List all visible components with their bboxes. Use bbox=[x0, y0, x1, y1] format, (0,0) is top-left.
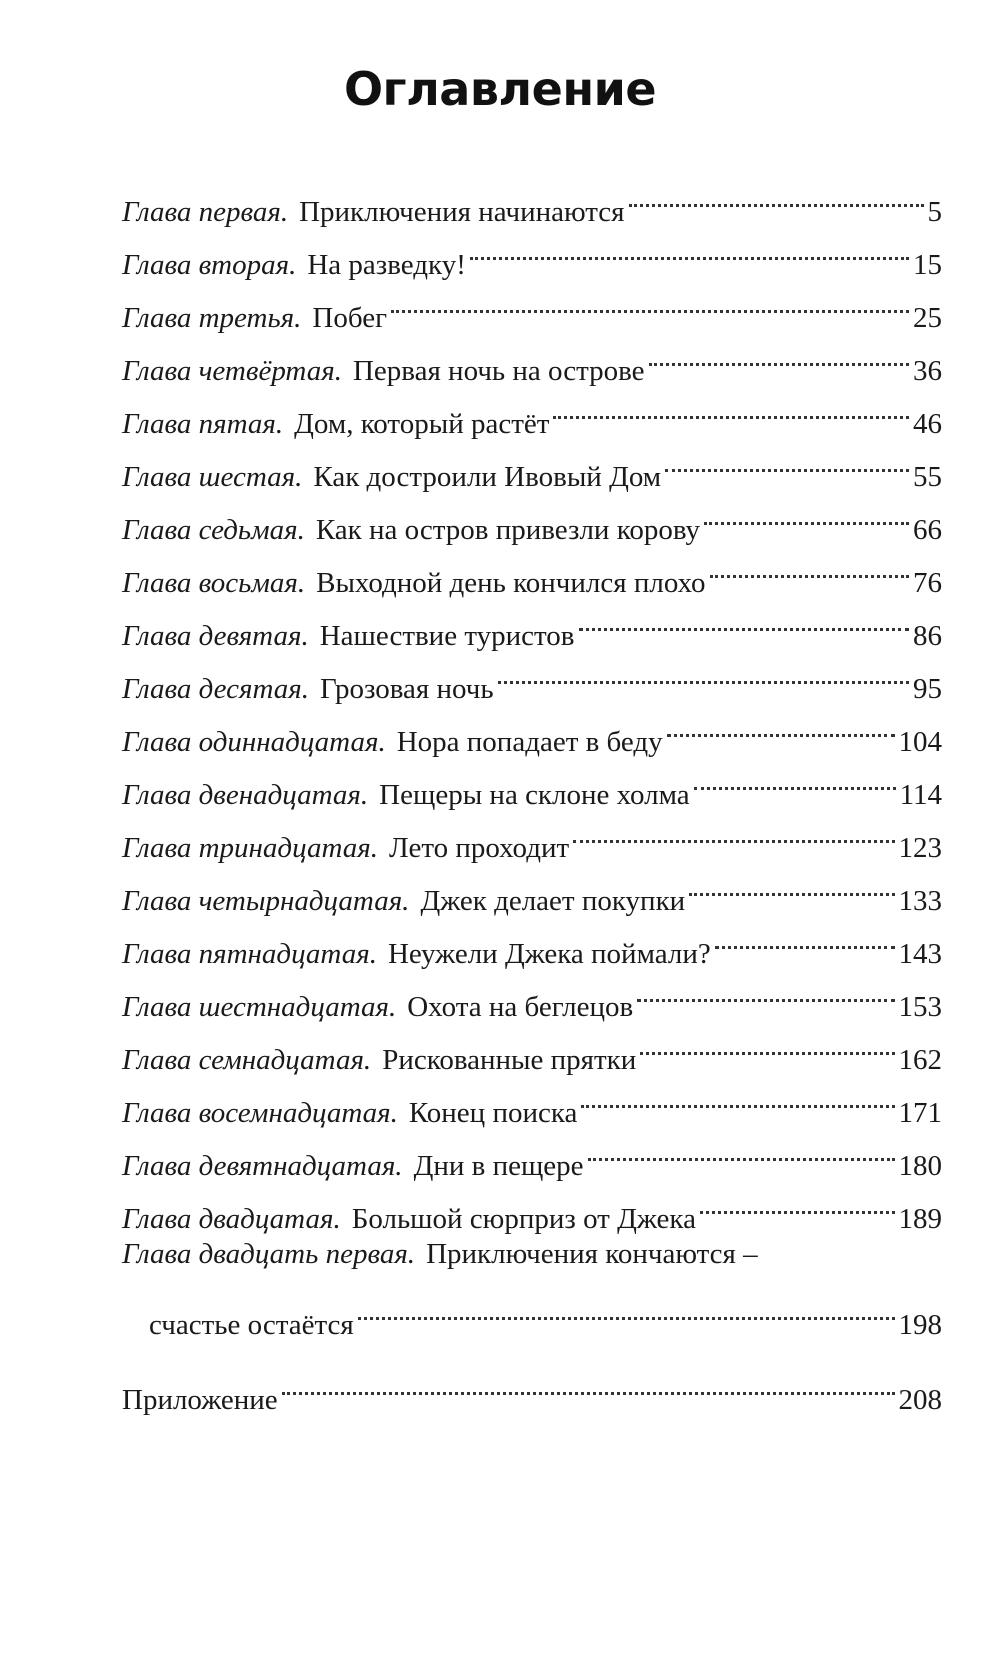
dot-leader bbox=[588, 1122, 895, 1175]
dot-leader bbox=[704, 486, 909, 539]
page-number: 162 bbox=[898, 1044, 942, 1076]
dot-leader bbox=[689, 857, 894, 910]
dot-leader bbox=[282, 1356, 895, 1409]
chapter-title: Как на остров привезли корову bbox=[315, 514, 701, 546]
dot-leader bbox=[358, 1281, 895, 1334]
chapter-label: Глава четырнадцатая. bbox=[122, 885, 410, 917]
chapter-label: Глава восьмая. bbox=[122, 567, 306, 599]
chapter-label: Глава пятая. bbox=[122, 408, 284, 440]
chapter-title: Нашествие туристов bbox=[319, 620, 575, 652]
chapter-label: Глава семнадцатая. bbox=[122, 1044, 372, 1076]
chapter-title: Охота на беглецов bbox=[407, 991, 634, 1023]
dot-leader bbox=[553, 380, 909, 433]
chapter-label: Глава шестая. bbox=[122, 461, 303, 493]
chapter-title: Первая ночь на острове bbox=[352, 355, 645, 387]
chapter-label: Глава четвёртая. bbox=[122, 355, 342, 387]
dot-leader bbox=[498, 645, 909, 698]
chapter-title: Приключения кончаются – bbox=[426, 1238, 758, 1270]
toc-entry bbox=[122, 168, 942, 228]
toc-list bbox=[122, 168, 942, 1416]
dot-leader bbox=[640, 1016, 894, 1069]
page-number: 153 bbox=[898, 991, 942, 1023]
dot-leader bbox=[637, 963, 894, 1016]
dot-leader bbox=[573, 804, 894, 857]
page-number: 95 bbox=[913, 673, 942, 705]
chapter-title: Конец поиска bbox=[408, 1097, 578, 1129]
page-number: 171 bbox=[898, 1097, 942, 1129]
dot-leader bbox=[581, 1069, 894, 1122]
chapter-title: Как достроили Ивовый Дом bbox=[313, 461, 662, 493]
toc-entry-appendix bbox=[122, 1356, 942, 1416]
chapter-title: Пещеры на склоне холма bbox=[379, 779, 690, 811]
chapter-title: Джек делает покупки bbox=[420, 885, 686, 917]
chapter-title: Грозовая ночь bbox=[320, 673, 494, 705]
page-number: 189 bbox=[898, 1203, 942, 1235]
chapter-title: Приключения начинаются bbox=[299, 196, 625, 228]
dot-leader bbox=[470, 221, 909, 274]
page-number: 180 bbox=[898, 1150, 942, 1182]
chapter-label: Глава одиннадцатая. bbox=[122, 726, 386, 758]
chapter-label: Глава шестнадцатая. bbox=[122, 991, 397, 1023]
chapter-title: Приложение bbox=[122, 1384, 278, 1416]
chapter-label: Глава первая. bbox=[122, 196, 289, 228]
page-number: 66 bbox=[913, 514, 942, 546]
dot-leader bbox=[700, 1175, 895, 1228]
chapter-title: Большой сюрприз от Джека bbox=[351, 1203, 696, 1235]
chapter-label: Глава восемнадцатая. bbox=[122, 1097, 398, 1129]
dot-leader bbox=[667, 698, 895, 751]
dot-leader bbox=[710, 539, 910, 592]
chapter-title: счастье остаётся bbox=[149, 1309, 354, 1341]
dot-leader bbox=[391, 274, 909, 327]
dot-leader bbox=[694, 751, 896, 804]
page-number: 55 bbox=[913, 461, 942, 493]
page-number: 76 bbox=[913, 567, 942, 599]
chapter-title: Дни в пещере bbox=[413, 1150, 584, 1182]
page-number: 104 bbox=[898, 726, 942, 758]
chapter-title: Нора попадает в беду bbox=[396, 726, 663, 758]
chapter-title: Дом, который растёт bbox=[294, 408, 550, 440]
chapter-title: Рискованные прятки bbox=[382, 1044, 637, 1076]
chapter-label: Глава седьмая. bbox=[122, 514, 305, 546]
chapter-label: Глава двадцатая. bbox=[122, 1203, 341, 1235]
dot-leader bbox=[665, 433, 909, 486]
chapter-title: Выходной день кончился плохо bbox=[316, 567, 706, 599]
toc-entry-last-line1 bbox=[122, 1228, 942, 1281]
page-number: 15 bbox=[913, 249, 942, 281]
toc-entry-last-line2 bbox=[122, 1281, 942, 1341]
page-number: 25 bbox=[913, 302, 942, 334]
page-title: Оглавление bbox=[343, 62, 657, 116]
page-number: 208 bbox=[898, 1384, 942, 1416]
chapter-label: Глава двадцать первая. bbox=[122, 1238, 416, 1270]
chapter-label: Глава девятнадцатая. bbox=[122, 1150, 403, 1182]
chapter-label: Глава вторая. bbox=[122, 249, 297, 281]
chapter-label: Глава девятая. bbox=[122, 620, 309, 652]
page-number: 86 bbox=[913, 620, 942, 652]
chapter-label: Глава тринадцатая. bbox=[122, 832, 378, 864]
chapter-title: Неужели Джека поймали? bbox=[387, 938, 711, 970]
page-number: 46 bbox=[913, 408, 942, 440]
chapter-title: Лето проходит bbox=[388, 832, 570, 864]
page-number: 143 bbox=[898, 938, 942, 970]
chapter-label: Глава двенадцатая. bbox=[122, 779, 369, 811]
page-number: 133 bbox=[898, 885, 942, 917]
page-number: 198 bbox=[898, 1309, 942, 1341]
dot-leader bbox=[649, 327, 909, 380]
dot-leader bbox=[715, 910, 895, 963]
chapter-label: Глава десятая. bbox=[122, 673, 309, 705]
chapter-label: Глава пятнадцатая. bbox=[122, 938, 377, 970]
page-number: 114 bbox=[899, 779, 942, 811]
chapter-label: Глава третья. bbox=[122, 302, 302, 334]
dot-leader bbox=[579, 592, 910, 645]
chapter-title: Побег bbox=[312, 302, 387, 334]
page-number: 36 bbox=[913, 355, 942, 387]
chapter-title: На разведку! bbox=[307, 249, 466, 281]
page-number: 123 bbox=[898, 832, 942, 864]
page-number: 5 bbox=[927, 196, 942, 228]
dot-leader bbox=[629, 168, 924, 221]
